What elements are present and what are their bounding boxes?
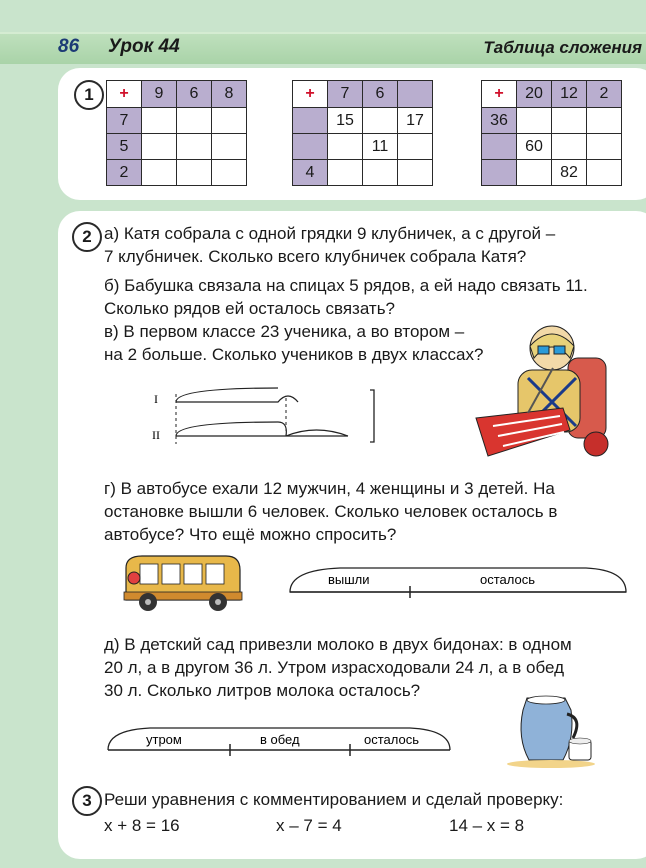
header-cell [293, 134, 328, 160]
table-cell[interactable] [142, 108, 177, 134]
text-line: Сколько рядов ей осталось связать? [104, 299, 396, 318]
text-line: д) В детский сад привезли молоко в двух бидонах: в одном [104, 635, 572, 654]
label-remaining: осталось [364, 732, 420, 747]
segment-first-class-arc [176, 388, 278, 402]
text-line: 30 л. Сколько литров молока осталось? [104, 681, 421, 700]
sum-bracket [370, 390, 374, 442]
table-cell[interactable] [398, 134, 433, 160]
text-line: 7 клубничек. Сколько всего клубничек собрала Катя? [104, 247, 527, 266]
text-line: б) Бабушка связала на спицах 5 рядов, а ей надо связать 11. [104, 276, 588, 295]
diagram-g [280, 562, 636, 602]
label-exited: вышли [328, 572, 370, 587]
equation-3: 14 – x = 8 [449, 816, 525, 835]
header-cell: 7 [107, 108, 142, 134]
header-cell: 4 [293, 160, 328, 186]
header-cell [482, 134, 517, 160]
table-cell[interactable] [517, 160, 552, 186]
equation-1: x + 8 = 16 [104, 816, 180, 835]
table-cell[interactable] [177, 160, 212, 186]
segment-first-class [176, 396, 298, 402]
header-cell: 5 [107, 134, 142, 160]
text-line: автобусе? Что ещё можно спросить? [104, 525, 397, 544]
table-cell[interactable] [212, 134, 247, 160]
header-cell: 20 [517, 81, 552, 108]
segment-extra-arc [286, 430, 348, 436]
header-cell: 9 [142, 81, 177, 108]
equation-2: x – 7 = 4 [276, 816, 342, 835]
table-cell[interactable] [363, 108, 398, 134]
text-line: на 2 больше. Сколько учеников в двух классах? [104, 345, 484, 364]
table-cell[interactable] [587, 134, 622, 160]
label-remaining: осталось [480, 572, 536, 587]
text-line: остановке вышли 6 человек. Сколько человек осталось в [104, 502, 558, 521]
table-cell[interactable] [587, 160, 622, 186]
table-cell[interactable]: 17 [398, 108, 433, 134]
addition-table-3 [481, 80, 622, 186]
header-cell: 6 [177, 81, 212, 108]
table-cell[interactable] [552, 134, 587, 160]
operator-cell: + [107, 81, 142, 108]
task3-number: 3 [72, 786, 102, 816]
header-cell: 8 [212, 81, 247, 108]
table-cell[interactable] [552, 108, 587, 134]
task2-a [104, 222, 555, 268]
operator-cell: + [482, 81, 517, 108]
text-line: 20 л, а в другом 36 л. Утром израсходовали 24 л, а в обед [104, 658, 565, 677]
task2-d [104, 633, 572, 702]
label-lunch: в обед [260, 732, 300, 747]
label-morning: утром [146, 732, 182, 747]
table-cell[interactable]: 11 [363, 134, 398, 160]
task3-text: Реши уравнения с комментированием и сделай проверку: [104, 790, 564, 809]
header-cell [398, 81, 433, 108]
text-line: в) В первом классе 23 ученика, а во втором – [104, 322, 465, 341]
task1-number: 1 [74, 80, 104, 110]
lesson-title: Урок 44 [108, 36, 180, 57]
milk-jug-illustration [505, 688, 605, 768]
task2-number: 2 [72, 222, 102, 252]
table-cell[interactable] [328, 160, 363, 186]
table-cell[interactable] [142, 134, 177, 160]
text-line: а) Катя собрала с одной грядки 9 клубничек, а с другой – [104, 224, 556, 243]
table-cell[interactable] [328, 134, 363, 160]
addition-table-1 [106, 80, 247, 186]
row-label-I: I [154, 392, 158, 406]
header-cell: 2 [587, 81, 622, 108]
table-cell[interactable] [398, 160, 433, 186]
header-cell: 12 [552, 81, 587, 108]
task2-v [104, 320, 483, 366]
table-cell[interactable] [142, 160, 177, 186]
page-number: 86 [58, 36, 80, 57]
table-cell[interactable] [212, 108, 247, 134]
table-cell[interactable]: 15 [328, 108, 363, 134]
header-cell: 7 [328, 81, 363, 108]
header-cell: 6 [363, 81, 398, 108]
diagram-d [100, 722, 460, 758]
table-cell[interactable] [587, 108, 622, 134]
table-cell[interactable] [363, 160, 398, 186]
header-cell [293, 108, 328, 134]
operator-cell: + [293, 81, 328, 108]
diagram-v [148, 384, 388, 454]
table-cell[interactable] [177, 108, 212, 134]
grandma-knitting-illustration [458, 318, 638, 468]
table-cell[interactable]: 82 [552, 160, 587, 186]
header-cell: 36 [482, 108, 517, 134]
addition-table-2 [292, 80, 433, 186]
header-cell: 2 [107, 160, 142, 186]
table-cell[interactable] [177, 134, 212, 160]
task2-g [104, 477, 557, 546]
row-label-II: II [152, 428, 160, 442]
table-cell[interactable]: 60 [517, 134, 552, 160]
table-cell[interactable] [212, 160, 247, 186]
header-cell [482, 160, 517, 186]
table-cell[interactable] [517, 108, 552, 134]
task2-b [104, 274, 588, 320]
section-title: Таблица сложения [483, 38, 642, 57]
segment-second-class-arc [176, 422, 286, 436]
text-line: г) В автобусе ехали 12 мужчин, 4 женщины и 3 детей. На [104, 479, 555, 498]
bus-illustration [118, 548, 248, 616]
